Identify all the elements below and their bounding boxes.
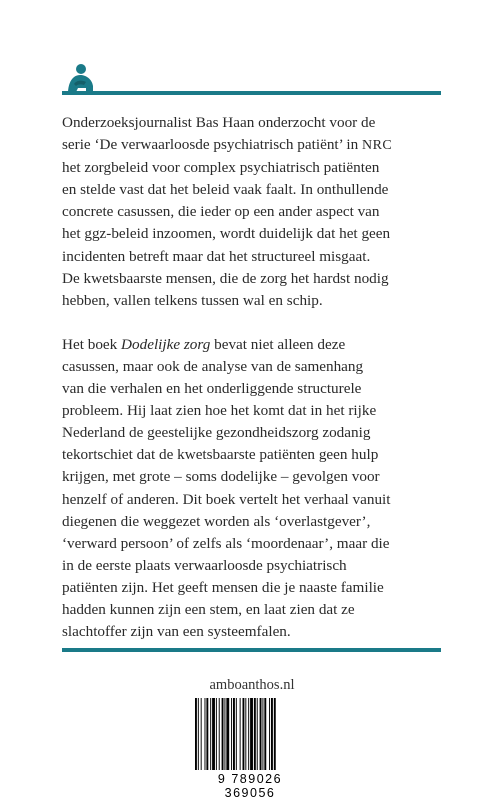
text-line: De kwetsbaarste mensen, die de zorg het hardst nodig xyxy=(62,269,389,287)
text-line: het ggz-beleid inzoomen, wordt duidelijk dat het geen xyxy=(62,225,391,243)
text-line: het zorgbeleid voor complex psychiatrisch patiënten xyxy=(62,159,380,177)
barcode-bar xyxy=(231,698,232,770)
text-line: henzelf of anderen. Dit boek vertelt het verhaal vanuit xyxy=(62,490,391,508)
barcode-bar xyxy=(206,698,208,770)
barcode-bar xyxy=(248,698,249,770)
top-divider xyxy=(62,91,441,95)
barcode-bar xyxy=(210,698,211,770)
barcode-bar xyxy=(233,698,235,770)
barcode-bar xyxy=(260,698,262,770)
text-line: Nederland de geestelijke gezondheidszorg zodanig xyxy=(62,424,371,442)
text-line: serie ‘De verwaarloosde psychiatrisch patiënt’ in NRC xyxy=(62,136,393,154)
isbn-number: 9 789026 369056 xyxy=(217,772,283,800)
bottom-divider xyxy=(62,648,441,652)
barcode-bar xyxy=(226,698,229,770)
text-line: concrete casussen, die ieder op een ander aspect van xyxy=(62,203,380,221)
barcode-bar xyxy=(254,698,256,770)
barcode-bar xyxy=(245,698,246,770)
barcode-bar xyxy=(274,698,276,770)
text-line: Het boek Dodelijke zorg bevat niet alleen deze xyxy=(62,335,346,353)
blurb-paragraph-2 xyxy=(62,334,444,643)
blurb-text xyxy=(62,112,444,643)
text-line: hadden kunnen zijn een stem, en laat zien dat ze xyxy=(62,600,355,618)
text-line: slachtoffer zijn van een systeemfalen. xyxy=(62,623,291,641)
newspaper-name: NRC xyxy=(361,138,393,154)
barcode-icon xyxy=(194,698,306,770)
barcode-bar xyxy=(219,698,220,770)
text-line: krijgen, met grote – soms dodelijke – gevolgen voor xyxy=(62,468,380,486)
barcode-bar xyxy=(201,698,202,770)
barcode-bar xyxy=(264,698,266,770)
barcode-bar xyxy=(271,698,273,770)
text-line: in de eerste plaats verwaarloosde psychiatrisch xyxy=(62,556,347,574)
barcode-bar xyxy=(240,698,241,770)
text-line: Onderzoeksjournalist Bas Haan onderzocht voor de xyxy=(62,114,376,131)
book-title: Dodelijke zorg xyxy=(121,335,211,353)
text-line: tekortschiet dat de kwetsbaarste patiënten geen hulp xyxy=(62,446,379,464)
barcode-bar xyxy=(205,698,206,770)
barcode-bar xyxy=(216,698,217,770)
text-line: ‘verward persoon’ of zelfs als ‘moordenaar’, maar die xyxy=(62,534,390,552)
barcode-bar xyxy=(262,698,263,770)
barcode-bar xyxy=(195,698,197,770)
text-line: probleem. Hij laat zien hoe het komt dat in het rijke xyxy=(62,402,377,420)
text-line: casussen, maar ook de analyse van de samenhang xyxy=(62,357,364,375)
text-line: hebben, vallen telkens tussen wal en schip. xyxy=(62,291,323,309)
barcode-bar xyxy=(224,698,225,770)
barcode-bar xyxy=(222,698,224,770)
barcode-bar xyxy=(243,698,245,770)
barcode-bar xyxy=(212,698,215,770)
publisher-url: amboanthos.nl xyxy=(209,677,295,693)
text-line: en stelde vast dat het beleid vaak faalt. In onthullende xyxy=(62,181,389,199)
barcode-bar xyxy=(269,698,270,770)
barcode-bar xyxy=(236,698,237,770)
text-line: incidenten betreft maar dat het structureel misgaat. xyxy=(62,247,371,265)
text-line: patiënten zijn. Het geeft mensen die je naaste familie xyxy=(62,578,384,596)
barcode-bar xyxy=(250,698,253,770)
text-line: diegenen die weggezet worden als ‘overlastgever’, xyxy=(62,512,371,530)
blurb-paragraph-1 xyxy=(62,112,444,312)
barcode-bar xyxy=(198,698,199,770)
barcode-bar xyxy=(257,698,258,770)
text-line: van die verhalen en het onderliggende structurele xyxy=(62,380,362,398)
